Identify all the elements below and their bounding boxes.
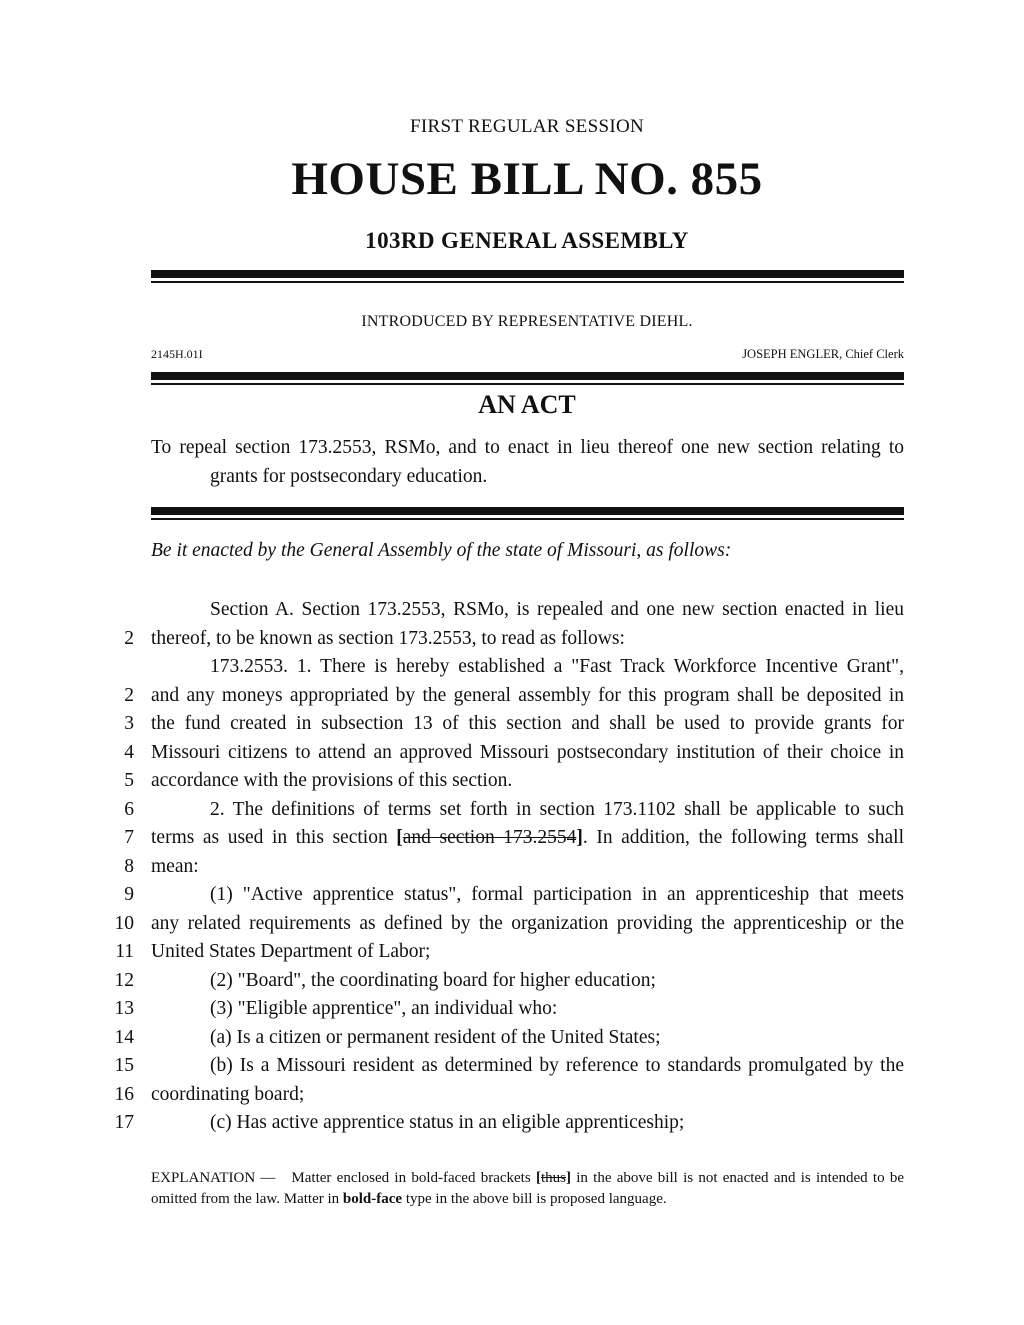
line-text: Missouri citizens to attend an approved Missouri postsecondary institution of their choice in bbox=[151, 741, 904, 763]
introduced-by: INTRODUCED BY REPRESENTATIVE DIEHL. bbox=[361, 313, 693, 330]
line-text: any related requirements as defined by the organization providing the apprenticeship or the bbox=[151, 912, 904, 934]
explanation-part-2: in the above bill is not enacted and is intended to be omitted from the law. Matter in bbox=[151, 1170, 904, 1207]
bill-number-title: HOUSE BILL NO. 855 bbox=[291, 153, 763, 205]
line-text: (1) "Active apprentice status", formal participation in an apprenticeship that meets bbox=[210, 884, 904, 905]
line-text: the fund created in subsection 13 of this section and shall be used to provide grants for bbox=[151, 713, 904, 734]
line-number: 15 bbox=[114, 1055, 134, 1076]
line-text: and any moneys appropriated by the general assembly for this program shall be deposited in bbox=[151, 684, 904, 706]
assembly-heading: 103RD GENERAL ASSEMBLY bbox=[365, 228, 689, 253]
body-line bbox=[0, 710, 1024, 739]
line-number: 10 bbox=[114, 912, 134, 934]
document-id: 2145H.01I bbox=[151, 347, 203, 361]
example-struck-text: thus bbox=[540, 1170, 566, 1186]
header-rule-thick bbox=[151, 270, 904, 278]
chief-clerk: JOSEPH ENGLER, Chief Clerk bbox=[742, 347, 904, 361]
purpose-rule-thin bbox=[151, 518, 904, 520]
body-line bbox=[0, 824, 1024, 853]
deletion-bracket-open: [ bbox=[396, 827, 403, 848]
line-number: 7 bbox=[124, 827, 134, 848]
line-number: 11 bbox=[115, 941, 134, 962]
act-purpose bbox=[151, 434, 904, 492]
line-text: Section A. Section 173.2553, RSMo, is repealed and one new section enacted in lieu bbox=[210, 599, 904, 620]
line-number: 6 bbox=[124, 798, 134, 820]
purpose-line-2: grants for postsecondary education. bbox=[210, 466, 488, 487]
body-line bbox=[0, 653, 1024, 682]
line-number: 3 bbox=[124, 713, 134, 734]
body-line bbox=[0, 853, 1024, 882]
body-line bbox=[0, 796, 1024, 825]
body-line bbox=[0, 1081, 1024, 1110]
line-number: 14 bbox=[114, 1026, 134, 1048]
line-text: mean: bbox=[151, 855, 199, 877]
line-text: (a) Is a citizen or permanent resident of the United States; bbox=[210, 1026, 661, 1048]
line-text: United States Department of Labor; bbox=[151, 941, 431, 962]
body-line bbox=[0, 596, 1024, 625]
intro-rule-thick bbox=[151, 372, 904, 380]
body-line bbox=[0, 938, 1024, 967]
body-line bbox=[0, 910, 1024, 939]
line-number: 17 bbox=[114, 1112, 134, 1133]
line-text: 2. The definitions of terms set forth in section 173.1102 shall be applicable to such bbox=[210, 798, 904, 820]
body-line bbox=[0, 1024, 1024, 1053]
purpose-rule-thick bbox=[151, 507, 904, 515]
line-text: accordance with the provisions of this section. bbox=[151, 770, 513, 791]
body-line bbox=[0, 625, 1024, 654]
bill-body bbox=[0, 596, 1024, 1138]
line-text: (2) "Board", the coordinating board for higher education; bbox=[210, 969, 656, 991]
body-line bbox=[0, 682, 1024, 711]
body-line bbox=[0, 995, 1024, 1024]
body-line bbox=[0, 881, 1024, 910]
line-number: 12 bbox=[114, 969, 134, 991]
line-number: 16 bbox=[114, 1083, 134, 1105]
example-bracket-close: ] bbox=[565, 1170, 571, 1186]
line-text: (b) Is a Missouri resident as determined by reference to standards promulgated by the bbox=[210, 1055, 904, 1076]
line-number: 13 bbox=[114, 998, 134, 1019]
deletion-bracket-close: ] bbox=[576, 827, 583, 848]
body-line bbox=[0, 767, 1024, 796]
line-text-post: . In addition, the following terms shall bbox=[582, 827, 904, 848]
line-text: (3) "Eligible apprentice", an individual who: bbox=[210, 998, 558, 1019]
example-bold-text: bold-face bbox=[342, 1191, 403, 1207]
line-text: thereof, to be known as section 173.2553, to read as follows: bbox=[151, 627, 625, 649]
explanation-footnote bbox=[151, 1168, 904, 1210]
body-line bbox=[0, 1052, 1024, 1081]
example-bracket-open: [ bbox=[535, 1170, 541, 1186]
line-number: 8 bbox=[124, 855, 134, 877]
body-line bbox=[0, 967, 1024, 996]
line-number: 4 bbox=[124, 741, 134, 763]
line-number: 2 bbox=[124, 627, 134, 649]
act-title: AN ACT bbox=[478, 390, 576, 419]
line-text: 173.2553. 1. There is hereby established a "Fast Track Workforce Incentive Grant", bbox=[210, 656, 904, 677]
session-heading: FIRST REGULAR SESSION bbox=[410, 116, 644, 137]
header-rule-thin bbox=[151, 281, 904, 283]
purpose-line-1: To repeal section 173.2553, RSMo, and to enact in lieu thereof one new section relating to bbox=[151, 437, 904, 458]
line-text: coordinating board; bbox=[151, 1083, 305, 1105]
line-number: 9 bbox=[124, 884, 134, 905]
line-number: 2 bbox=[124, 684, 134, 706]
line-text-pre: terms as used in this section bbox=[151, 827, 397, 848]
line-number: 5 bbox=[124, 770, 134, 791]
line-text-with-deletion bbox=[151, 824, 904, 853]
line-text: (c) Has active apprentice status in an eligible apprenticeship; bbox=[210, 1112, 685, 1133]
explanation-label: EXPLANATION — bbox=[151, 1170, 276, 1186]
explanation-part-1: Matter enclosed in bold-faced brackets bbox=[291, 1170, 536, 1186]
explanation-part-3: type in the above bill is proposed language. bbox=[402, 1191, 667, 1207]
intro-rule-thin bbox=[151, 383, 904, 385]
body-line bbox=[0, 1109, 1024, 1138]
struck-text: and section 173.2554 bbox=[402, 827, 577, 848]
enacting-clause: Be it enacted by the General Assembly of the state of Missouri, as follows: bbox=[151, 540, 732, 561]
body-line bbox=[0, 739, 1024, 768]
